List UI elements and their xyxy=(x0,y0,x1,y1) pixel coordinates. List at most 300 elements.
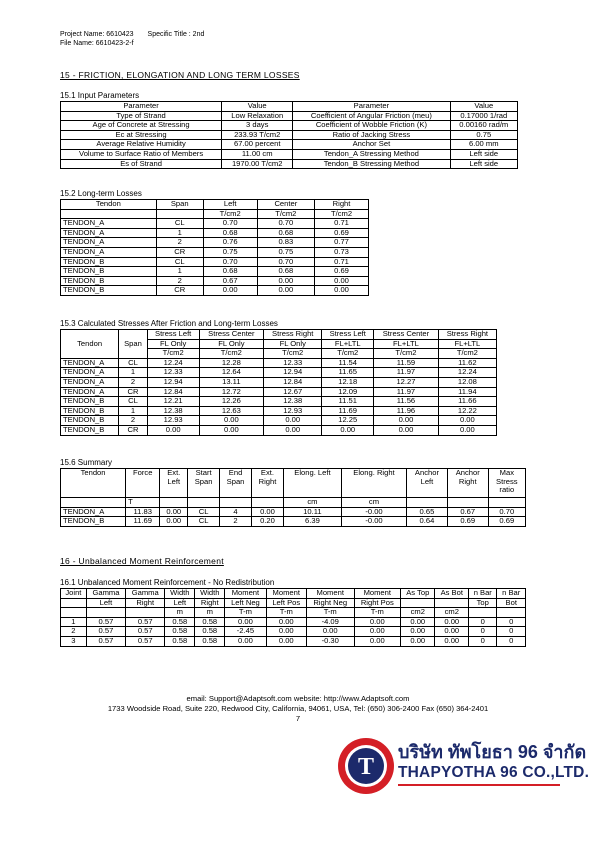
table-cell: Tendon_A Stressing Method xyxy=(293,149,450,159)
table-cell: TENDON_A xyxy=(61,219,157,229)
table-row xyxy=(61,267,369,277)
table-row xyxy=(61,238,369,248)
column-header: Width xyxy=(165,589,195,599)
table-cell: 0.00 xyxy=(354,617,401,627)
table-cell: TENDON_B xyxy=(61,286,157,296)
column-header: FL Only xyxy=(264,339,322,349)
unit-cell xyxy=(126,608,165,618)
column-header: Span xyxy=(156,200,203,210)
table-cell: 0 xyxy=(469,636,497,646)
table-cell: 4 xyxy=(220,507,252,517)
table-cell: 0.67 xyxy=(447,507,488,517)
column-header: Gamma xyxy=(126,589,165,599)
table-cell: 11.66 xyxy=(438,397,496,407)
table-cell: Coefficient of Wobble Friction (K) xyxy=(293,121,450,131)
table-cell: CL xyxy=(156,257,203,267)
table-cell: 12.94 xyxy=(147,377,199,387)
table-cell: 1 xyxy=(156,267,203,277)
header-line: Elong. Right xyxy=(353,468,395,477)
table-cell: 0.70 xyxy=(488,507,525,517)
company-name-english: THAPYOTHA 96 CO.,LTD. xyxy=(398,764,590,781)
column-header: Value xyxy=(222,102,293,112)
page-number: 7 xyxy=(295,714,301,723)
table-cell: TENDON_A xyxy=(61,368,119,378)
table-cell: TENDON_A xyxy=(61,387,119,397)
table-cell: 0.00 xyxy=(374,425,439,435)
table-cell: 11.56 xyxy=(374,397,439,407)
table-cell: 0.77 xyxy=(315,238,369,248)
file-name: File Name: 6610423-2-f xyxy=(60,40,134,47)
table-cell: Left side xyxy=(450,159,517,169)
table-cell: TENDON_B xyxy=(61,406,119,416)
table-cell: 233.93 T/cm2 xyxy=(222,130,293,140)
column-header: Moment xyxy=(266,589,306,599)
input-parameters-table xyxy=(60,101,518,169)
section-15-title: 15 - FRICTION, ELONGATION AND LONG TERM LOSSES xyxy=(60,70,300,80)
table-cell: -0.00 xyxy=(341,517,406,527)
table-cell: CL xyxy=(156,219,203,229)
table-cell: Low Relaxation xyxy=(222,111,293,121)
column-header xyxy=(283,469,341,498)
table-cell: 12.33 xyxy=(264,358,322,368)
table-cell: 0.68 xyxy=(257,228,314,238)
table-cell: Left side xyxy=(450,149,517,159)
table-cell: TENDON_A xyxy=(61,358,119,368)
header-line: Elong. Left xyxy=(294,468,331,477)
table-row xyxy=(61,121,518,131)
column-header: Moment xyxy=(354,589,401,599)
header-line: Start xyxy=(195,468,212,477)
project-name: Project Name: 6610423 xyxy=(60,31,134,38)
table-cell: 12.38 xyxy=(147,406,199,416)
column-header: Right Pos xyxy=(354,598,401,608)
table-cell: 11.69 xyxy=(126,517,160,527)
header-row xyxy=(61,469,526,498)
table-cell: 0.70 xyxy=(257,257,314,267)
table-row xyxy=(61,276,369,286)
table-cell: 12.93 xyxy=(147,416,199,426)
table-cell: 0.57 xyxy=(86,636,125,646)
unit-cell xyxy=(86,608,125,618)
table-cell: Volume to Surface Ratio of Members xyxy=(61,149,222,159)
table-cell: CL xyxy=(119,397,148,407)
table-cell: 11.69 xyxy=(322,406,374,416)
table-cell: TENDON_A xyxy=(61,377,119,387)
table-cell: TENDON_B xyxy=(61,257,157,267)
column-header: FL Only xyxy=(199,339,264,349)
column-header: Right xyxy=(315,200,369,210)
table-cell: 12.64 xyxy=(199,368,264,378)
table-cell: 0.67 xyxy=(203,276,257,286)
table-row xyxy=(61,219,369,229)
table-cell: 0.68 xyxy=(257,267,314,277)
table-cell: 1 xyxy=(119,368,148,378)
column-header: Stress Center xyxy=(374,330,439,340)
unit-cell: cm xyxy=(283,498,341,508)
column-header: Left xyxy=(165,598,195,608)
header-row xyxy=(61,589,526,599)
table-row xyxy=(61,517,526,527)
column-header xyxy=(61,469,126,498)
column-header: Top xyxy=(469,598,497,608)
unit-cell xyxy=(160,498,188,508)
summary-table xyxy=(60,468,526,527)
column-header: Moment xyxy=(306,589,354,599)
table-cell: 0.69 xyxy=(315,228,369,238)
table-cell: 67.00 percent xyxy=(222,140,293,150)
table-cell: 0.70 xyxy=(203,219,257,229)
table-row xyxy=(61,228,369,238)
table-cell: 12.67 xyxy=(264,387,322,397)
table-cell: 0.00 xyxy=(225,617,266,627)
unbalanced-moment-table xyxy=(60,588,526,647)
table-cell: 0.83 xyxy=(257,238,314,248)
table-row xyxy=(61,507,526,517)
column-header: As Top xyxy=(401,589,435,599)
unit-cell: T/cm2 xyxy=(438,349,496,359)
table-cell: 13.11 xyxy=(199,377,264,387)
column-header: Tendon xyxy=(61,200,157,210)
table-cell: 12.33 xyxy=(147,368,199,378)
table-cell: 0.00 xyxy=(354,636,401,646)
column-header: Gamma xyxy=(86,589,125,599)
column-header: FL+LTL xyxy=(374,339,439,349)
table-cell: 0.58 xyxy=(165,627,195,637)
table-row xyxy=(61,387,497,397)
column-header: Parameter xyxy=(61,102,222,112)
table-cell: 0.00 xyxy=(199,425,264,435)
table-cell: 0.00 xyxy=(315,286,369,296)
unit-cell xyxy=(188,498,220,508)
table-cell: TENDON_B xyxy=(61,425,119,435)
table-cell: 0.57 xyxy=(86,627,125,637)
table-cell: TENDON_B xyxy=(61,267,157,277)
table-cell: 12.27 xyxy=(374,377,439,387)
table-cell: 0 xyxy=(497,627,526,637)
footer xyxy=(0,694,596,724)
column-header: n Bar xyxy=(497,589,526,599)
header-row xyxy=(61,200,369,210)
column-header xyxy=(126,469,160,498)
table-cell: 0.00 xyxy=(354,627,401,637)
table-cell: 0.00160 rad/m xyxy=(450,121,517,131)
table-cell: 12.28 xyxy=(199,358,264,368)
table-cell: 11.96 xyxy=(374,406,439,416)
unit-cell: T-m xyxy=(354,608,401,618)
table-cell: 0.00 xyxy=(203,286,257,296)
header-line: ratio xyxy=(499,485,515,495)
header-line: Left xyxy=(420,476,434,486)
table-cell: 0.00 xyxy=(225,636,266,646)
units-row xyxy=(61,498,526,508)
table-cell: 0.64 xyxy=(407,517,448,527)
table-row xyxy=(61,416,497,426)
header-line: Stress xyxy=(496,476,518,486)
header-row xyxy=(61,102,518,112)
column-header: FL Only xyxy=(147,339,199,349)
table-cell: 0.00 xyxy=(322,425,374,435)
table-cell: Average Relative Humidity xyxy=(61,140,222,150)
unit-cell: T/cm2 xyxy=(264,349,322,359)
column-header: Stress Left xyxy=(322,330,374,340)
table-cell: 12.08 xyxy=(438,377,496,387)
unit-cell xyxy=(447,498,488,508)
table-cell: 0.17000 1/rad xyxy=(450,111,517,121)
table-cell: Coefficient of Angular Friction (meu) xyxy=(293,111,450,121)
table-cell: 0.57 xyxy=(126,617,165,627)
table-cell: 2 xyxy=(119,377,148,387)
section-15-1-title: 15.1 Input Parameters xyxy=(60,91,140,100)
header-line: Span xyxy=(194,476,213,486)
table-cell: 12.18 xyxy=(322,377,374,387)
unit-cell: m xyxy=(195,608,225,618)
table-cell: CL xyxy=(188,507,220,517)
header-row xyxy=(61,330,497,340)
table-cell: 12.94 xyxy=(264,368,322,378)
table-cell: 12.09 xyxy=(322,387,374,397)
table-cell: 0.00 xyxy=(306,627,354,637)
table-cell: 12.22 xyxy=(438,406,496,416)
table-cell: TENDON_A xyxy=(61,507,126,517)
table-cell: Age of Concrete at Stressing xyxy=(61,121,222,131)
unit-cell: T-m xyxy=(225,608,266,618)
unit-cell xyxy=(220,498,252,508)
table-row xyxy=(61,247,369,257)
column-header: Parameter xyxy=(293,102,450,112)
table-cell: 11.97 xyxy=(374,387,439,397)
unit-cell xyxy=(497,608,526,618)
units-row xyxy=(61,209,369,219)
column-header: Span xyxy=(119,330,148,359)
section-16-title: 16 - Unbalanced Moment Reinforcement xyxy=(60,556,224,566)
column-header: FL+LTL xyxy=(322,339,374,349)
unit-cell: T xyxy=(126,498,160,508)
long-term-losses-table xyxy=(60,199,369,296)
header-line: Anchor xyxy=(414,468,439,477)
table-cell: 0.58 xyxy=(165,636,195,646)
table-cell: 0.00 xyxy=(257,286,314,296)
column-header: Center xyxy=(257,200,314,210)
table-row xyxy=(61,377,497,387)
column-header xyxy=(447,469,488,498)
table-cell: Es of Strand xyxy=(61,159,222,169)
unit-cell xyxy=(61,498,126,508)
footer-address: 1733 Woodside Road, Suite 220, Redwood City, California, 94061, USA, Tel: (650) 306-2400 Fax (650) 364-2401 xyxy=(107,704,489,713)
table-cell: 0.58 xyxy=(195,636,225,646)
table-cell: TENDON_B xyxy=(61,517,126,527)
table-cell: 0.00 xyxy=(315,276,369,286)
column-header: Value xyxy=(450,102,517,112)
table-cell: 3 xyxy=(61,636,87,646)
table-cell: 12.24 xyxy=(438,368,496,378)
table-cell: 0.57 xyxy=(86,617,125,627)
table-cell: 0.00 xyxy=(435,636,469,646)
table-cell: 6.39 xyxy=(283,517,341,527)
table-cell: 0.70 xyxy=(257,219,314,229)
table-cell: 0.69 xyxy=(315,267,369,277)
table-cell: 0.75 xyxy=(203,247,257,257)
logo-underline xyxy=(398,784,560,786)
table-cell: 1970.00 T/cm2 xyxy=(222,159,293,169)
header-line: Max xyxy=(499,468,514,477)
header-line: Right xyxy=(458,476,477,486)
table-cell: 0.00 xyxy=(257,276,314,286)
header-line: Ext. xyxy=(167,468,181,477)
table-cell: 0 xyxy=(497,617,526,627)
table-cell: -2.45 xyxy=(225,627,266,637)
table-cell: 0.58 xyxy=(195,617,225,627)
column-header: Left xyxy=(86,598,125,608)
column-header: Bot xyxy=(497,598,526,608)
header-line: Left xyxy=(167,476,181,486)
table-cell: 0.00 xyxy=(199,416,264,426)
table-cell: 0.58 xyxy=(165,617,195,627)
unit-cell: T-m xyxy=(266,608,306,618)
unit-cell xyxy=(61,608,87,618)
table-cell: 11.51 xyxy=(322,397,374,407)
section-15-6-title: 15.6 Summary xyxy=(60,458,113,467)
table-row xyxy=(61,286,369,296)
table-cell: 3 days xyxy=(222,121,293,131)
table-cell: CL xyxy=(119,358,148,368)
table-cell: -4.09 xyxy=(306,617,354,627)
table-cell: 0.00 xyxy=(438,425,496,435)
calculated-stresses-table xyxy=(60,329,497,436)
table-cell: 0.65 xyxy=(407,507,448,517)
table-cell: 11.94 xyxy=(438,387,496,397)
table-cell: 0.00 xyxy=(266,636,306,646)
table-row xyxy=(61,636,526,646)
column-header xyxy=(160,469,188,498)
header-line: Anchor xyxy=(455,468,480,477)
table-cell: 0 xyxy=(497,636,526,646)
table-cell: 2 xyxy=(156,276,203,286)
table-cell: 0.76 xyxy=(203,238,257,248)
table-cell: 12.26 xyxy=(199,397,264,407)
table-row xyxy=(61,425,497,435)
column-header xyxy=(407,469,448,498)
unit-cell: T/cm2 xyxy=(322,349,374,359)
table-cell: 0.00 xyxy=(264,416,322,426)
header-line: Ext. xyxy=(260,468,275,477)
unit-cell: T-m xyxy=(306,608,354,618)
table-cell: 0.00 xyxy=(435,617,469,627)
table-cell: 11.97 xyxy=(374,368,439,378)
unit-cell: T/cm2 xyxy=(199,349,264,359)
column-header xyxy=(188,469,220,498)
company-name-thai: บริษัท ทัพโยธา 96 จำกัด xyxy=(398,742,587,762)
column-header: Width xyxy=(195,589,225,599)
table-cell: TENDON_A xyxy=(61,247,157,257)
table-cell: Anchor Set xyxy=(293,140,450,150)
header-line: Force xyxy=(133,468,153,477)
table-row xyxy=(61,159,518,169)
unit-cell: T/cm2 xyxy=(203,209,257,219)
company-logo-icon xyxy=(336,736,396,796)
table-cell: 11.59 xyxy=(374,358,439,368)
table-cell: 0.57 xyxy=(126,627,165,637)
unit-cell xyxy=(469,608,497,618)
table-cell: TENDON_B xyxy=(61,397,119,407)
table-cell: Type of Strand xyxy=(61,111,222,121)
header-line: Tendon xyxy=(80,468,106,477)
table-row xyxy=(61,149,518,159)
table-cell: 12.84 xyxy=(264,377,322,387)
table-cell: 0.68 xyxy=(203,228,257,238)
column-header: Moment xyxy=(225,589,266,599)
unit-cell xyxy=(407,498,448,508)
specific-title: Specific Title : 2nd xyxy=(147,31,205,38)
table-cell: 12.72 xyxy=(199,387,264,397)
header-line: End xyxy=(228,468,243,477)
table-row xyxy=(61,368,497,378)
unit-cell xyxy=(488,498,525,508)
section-15-2-title: 15.2 Long-term Losses xyxy=(60,189,142,198)
table-cell: 0.73 xyxy=(315,247,369,257)
table-cell: 1 xyxy=(119,406,148,416)
column-header: Right xyxy=(195,598,225,608)
table-cell: 0.00 xyxy=(266,617,306,627)
table-cell: 0.00 xyxy=(374,416,439,426)
column-header: n Bar xyxy=(469,589,497,599)
table-cell: 0.69 xyxy=(447,517,488,527)
table-cell: 0.69 xyxy=(488,517,525,527)
table-cell: 12.25 xyxy=(322,416,374,426)
table-cell: 0.71 xyxy=(315,219,369,229)
table-cell: -0.30 xyxy=(306,636,354,646)
table-row xyxy=(61,406,497,416)
logo-letter: T xyxy=(357,754,375,780)
table-cell: 0.00 xyxy=(252,507,284,517)
column-header: As Bot xyxy=(435,589,469,599)
table-cell: 0.68 xyxy=(203,267,257,277)
units-row xyxy=(61,608,526,618)
table-cell: TENDON_A xyxy=(61,238,157,248)
table-cell: CR xyxy=(119,387,148,397)
table-cell: 0.00 xyxy=(147,425,199,435)
table-cell: 12.93 xyxy=(264,406,322,416)
column-header: Stress Right xyxy=(264,330,322,340)
column-header: Left xyxy=(203,200,257,210)
table-cell: 0.00 xyxy=(435,627,469,637)
unit-cell: T/cm2 xyxy=(257,209,314,219)
table-cell: 12.24 xyxy=(147,358,199,368)
table-cell: 12.84 xyxy=(147,387,199,397)
page-header xyxy=(60,30,204,48)
column-header xyxy=(252,469,284,498)
unit-cell: T/cm2 xyxy=(147,349,199,359)
column-header: Left Pos xyxy=(266,598,306,608)
column-header: Right Neg xyxy=(306,598,354,608)
table-cell: Tendon_B Stressing Method xyxy=(293,159,450,169)
column-header: Tendon xyxy=(61,330,119,359)
unit-cell: cm xyxy=(341,498,406,508)
table-cell: CR xyxy=(119,425,148,435)
table-cell: 0.58 xyxy=(195,627,225,637)
table-cell: 11.83 xyxy=(126,507,160,517)
table-cell: 11.00 cm xyxy=(222,149,293,159)
table-cell: 0.00 xyxy=(401,627,435,637)
table-cell: 0.75 xyxy=(257,247,314,257)
header-line: Right xyxy=(258,476,277,486)
table-cell: 0.00 xyxy=(160,507,188,517)
table-cell: 0.00 xyxy=(438,416,496,426)
table-cell: 0 xyxy=(469,627,497,637)
column-header: FL+LTL xyxy=(438,339,496,349)
table-cell: 2 xyxy=(220,517,252,527)
table-cell: 11.54 xyxy=(322,358,374,368)
table-cell: 1 xyxy=(156,228,203,238)
